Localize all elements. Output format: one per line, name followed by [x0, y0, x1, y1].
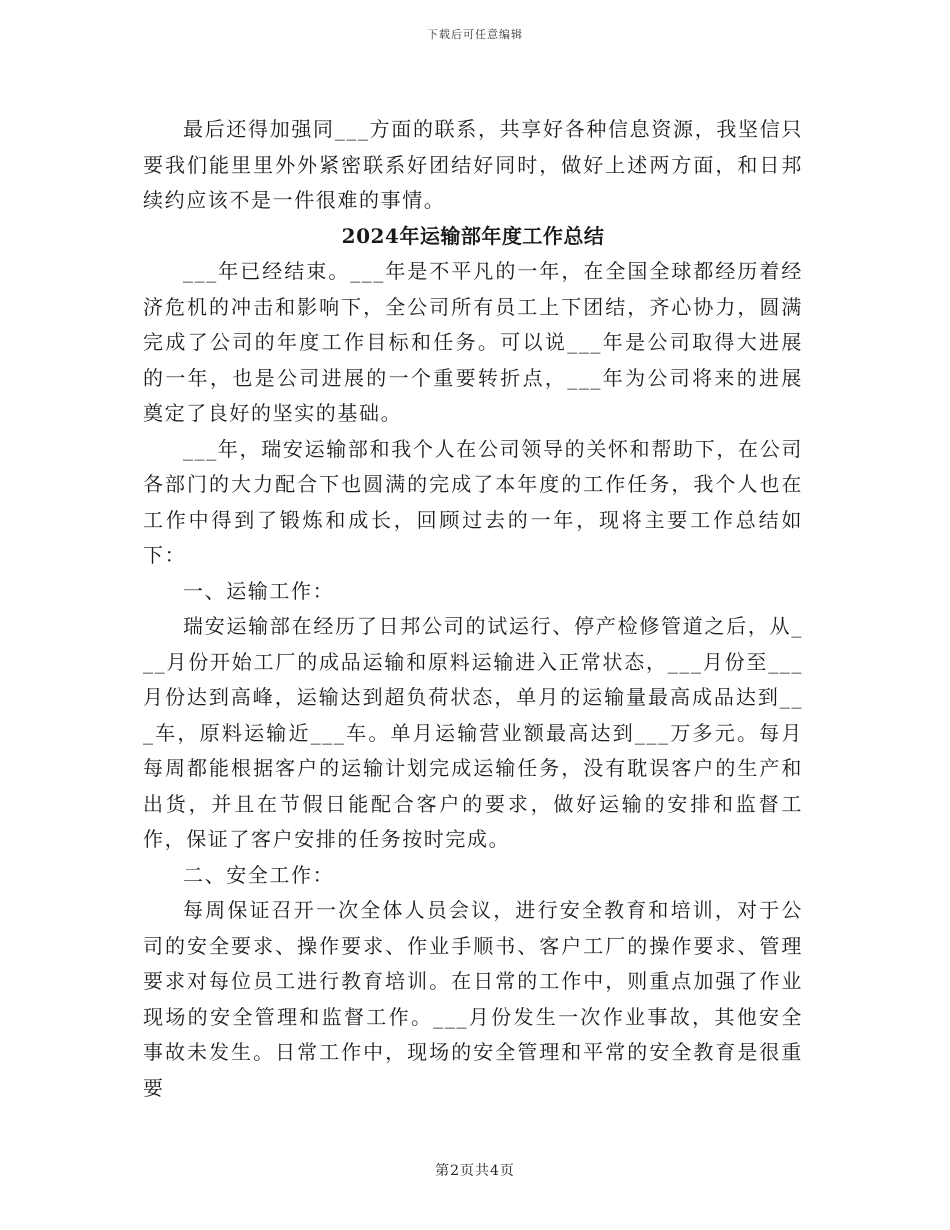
section-heading-transport: 一、运输工作： [183, 578, 335, 603]
page-number: 第2页共4页 [435, 1163, 515, 1179]
header-note: 下载后可任意编辑 [427, 28, 523, 41]
document-body [143, 112, 803, 1106]
document-title: 2024年运输部年度工作总结 [341, 223, 605, 248]
section-heading-safety: 二、安全工作： [183, 862, 335, 887]
intro-paragraph: 最后还得加强同___方面的联系，共享好各种信息资源，我坚信只要我们能里里外外紧密联系好团结好同时，做好上述两方面，和日邦续约应该不是一件很难的事情。 [143, 117, 803, 212]
paragraph-safety: 每周保证召开一次全体人员会议，进行安全教育和培训，对于公司的安全要求、操作要求、作业手顺书、客户工厂的操作要求、管理要求对每位员工进行教育培训。在日常的工作中，则重点加强了作业现场的安全管理和监督工作。___月份发生一次作业事故，其他安全事故未发生。日常工作中，现场的安全管理和平常的安全教育是很重要 [143, 898, 803, 1100]
paragraph-overview: ___年已经结束。___年是不平凡的一年，在全国全球都经历着经济危机的冲击和影响下，全公司所有员工上下团结，齐心协力，圆满完成了公司的年度工作目标和任务。可以说___年是公司取得大进展的一年，也是公司进展的一个重要转折点，___年为公司将来的进展奠定了良好的坚实的基础。 [143, 259, 803, 425]
paragraph-summary-intro: ___年，瑞安运输部和我个人在公司领导的关怀和帮助下，在公司各部门的大力配合下也圆满的完成了本年度的工作任务，我个人也在工作中得到了锻炼和成长，回顾过去的一年，现将主要工作总结如下： [143, 436, 803, 567]
paragraph-transport: 瑞安运输部在经历了日邦公司的试运行、停产检修管道之后，从___月份开始工厂的成品运输和原料运输进入正常状态，___月份至___月份达到高峰，运输达到超负荷状态，单月的运输量最高成品达到___车，原料运输近___车。单月运输营业额最高达到___万多元。每月每周都能根据客户的运输计划完成运输任务，没有耽误客户的生产和出货，并且在节假日能配合客户的要求，做好运输的安排和监督工作，保证了客户安排的任务按时完成。 [143, 614, 803, 851]
